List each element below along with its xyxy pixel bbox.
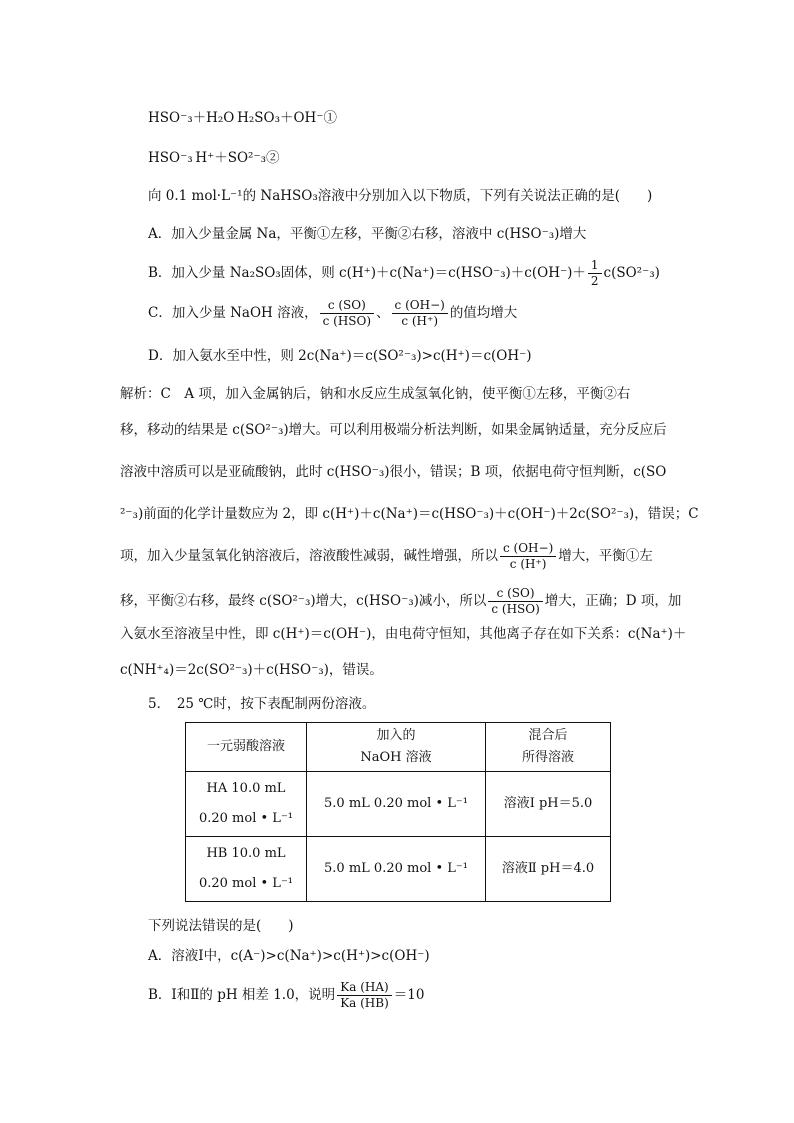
- analysis-line-5-tail: 增大，平衡①左: [558, 548, 653, 564]
- option-b-fraction: [588, 258, 602, 289]
- cell-result: 溶液Ⅱ pH＝4.0: [486, 837, 611, 902]
- fraction-numerator: 1: [588, 258, 602, 274]
- analysis-line-6-fraction: [488, 586, 542, 617]
- analysis-line-8: c(NH⁺₄)＝2c(SO²⁻₃)＋c(HSO⁻₃)，错误。: [120, 662, 383, 678]
- header-weak-acid: 一元弱酸溶液: [186, 723, 307, 772]
- fraction-denominator: c (HSO): [322, 314, 372, 328]
- option-b-tail: c(SO²⁻₃): [603, 265, 660, 281]
- option-b-text: B．加入少量 Na₂SO₃固体，则 c(H⁺)＋c(Na⁺)＝c(HSO⁻₃)＋c(OH⁻)＋: [148, 265, 586, 281]
- question-5-option-b-text: B．Ⅰ和Ⅱ的 pH 相差 1.0，说明: [148, 987, 336, 1003]
- cell-line: 0.20 mol • L⁻¹: [198, 811, 294, 826]
- option-c: [148, 298, 517, 329]
- cell-acid-ha: [186, 772, 307, 837]
- option-a: A．加入少量金属 Na，平衡①左移，平衡②右移，溶液中 c(HSO⁻₃)增大: [148, 226, 587, 242]
- header-naoh-line2: NaOH 溶液: [360, 750, 432, 765]
- header-result-line2: 所得溶液: [521, 750, 574, 765]
- fraction-numerator: c (OH−): [500, 541, 556, 557]
- table-row: [186, 772, 611, 837]
- option-c-fraction-2: [392, 298, 448, 329]
- question-5-intro: 5． 25 ℃时，按下表配制两份溶液。: [148, 696, 376, 712]
- fraction-denominator: c (H⁺): [401, 314, 439, 328]
- fraction-denominator: 2: [590, 274, 599, 288]
- question-5-stem: 下列说法错误的是( ): [148, 918, 294, 934]
- analysis-line-7: 入氨水至溶液呈中性，即 c(H⁺)＝c(OH⁻)，由电荷守恒知，其他离子存在如下关系：c(Na⁺)＋: [120, 626, 687, 642]
- analysis-line-4: ²⁻₃)前面的化学计量数应为 2，即 c(H⁺)＋c(Na⁺)＝c(HSO⁻₃)＋c(OH⁻)＋2c(SO²⁻₃)，错误；C: [120, 506, 699, 522]
- fraction-numerator: c (SO): [488, 586, 542, 602]
- option-c-fraction-1: [320, 298, 374, 329]
- option-c-tail: 的值均增大: [449, 305, 518, 321]
- cell-acid-hb: [186, 837, 307, 902]
- analysis-line-5-text: 项，加入少量氢氧化钠溶液后，溶液酸性减弱，碱性增强，所以: [120, 548, 498, 564]
- fraction-denominator: Ka (HB): [340, 996, 389, 1010]
- table-header-row: [186, 723, 611, 772]
- solution-table: [185, 722, 611, 902]
- question-5-option-b: [148, 980, 424, 1011]
- header-result-line1: 混合后: [528, 728, 568, 743]
- fraction-denominator: c (HSO): [491, 602, 540, 616]
- cell-naoh: 5.0 mL 0.20 mol • L⁻¹: [307, 772, 486, 837]
- question-5-option-b-tail: ＝10: [393, 987, 425, 1003]
- analysis-line-6: [120, 586, 681, 617]
- cell-result: 溶液Ⅰ pH＝5.0: [486, 772, 611, 837]
- fraction-numerator: c (OH−): [392, 298, 448, 314]
- header-naoh: [307, 723, 486, 772]
- equilibrium-2: HSO⁻₃ H⁺＋SO²⁻₃②: [148, 150, 280, 166]
- cell-line: 0.20 mol • L⁻¹: [198, 876, 294, 891]
- analysis-line-2: 移，移动的结果是 c(SO²⁻₃)增大。可以利用极端分析法判断，如果金属钠适量，充分反应后: [120, 422, 667, 438]
- table-row: [186, 837, 611, 902]
- option-c-separator: 、: [376, 305, 390, 321]
- cell-naoh: 5.0 mL 0.20 mol • L⁻¹: [307, 837, 486, 902]
- analysis-line-6-tail: 增大，正确；D 项，加: [544, 593, 682, 609]
- question-4-stem: 向 0.1 mol·L⁻¹的 NaHSO₃溶液中分别加入以下物质，下列有关说法正确的是( ): [148, 188, 653, 204]
- fraction-denominator: c (H⁺): [509, 557, 547, 571]
- question-5-option-b-fraction: [337, 980, 392, 1011]
- header-result: [486, 723, 611, 772]
- option-d: D．加入氨水至中性，则 2c(Na⁺)＝c(SO²⁻₃)>c(H⁺)＝c(OH⁻): [148, 348, 532, 364]
- analysis-line-6-text: 移，平衡②右移，最终 c(SO²⁻₃)增大，c(HSO⁻₃)减小，所以: [120, 593, 487, 609]
- analysis-line-3: 溶液中溶质可以是亚硫酸钠，此时 c(HSO⁻₃)很小，错误；B 项，依据电荷守恒判断，c(SO: [120, 464, 667, 480]
- cell-line: HB 10.0 mL: [206, 846, 286, 861]
- option-b: [148, 258, 660, 289]
- cell-line: HA 10.0 mL: [206, 781, 286, 796]
- analysis-line-5-fraction: [500, 541, 556, 572]
- analysis-line-1: 解析：C A 项，加入金属钠后，钠和水反应生成氢氧化钠，使平衡①左移，平衡②右: [120, 386, 631, 402]
- fraction-numerator: c (SO): [320, 298, 374, 314]
- question-5-option-a: A．溶液Ⅰ中，c(A⁻)>c(Na⁺)>c(H⁺)>c(OH⁻): [148, 948, 430, 964]
- analysis-line-5: [120, 541, 653, 572]
- fraction-numerator: Ka (HA): [337, 980, 392, 996]
- header-naoh-line1: 加入的: [376, 728, 416, 743]
- option-c-text: C．加入少量 NaOH 溶液，: [148, 305, 318, 321]
- equilibrium-1: HSO⁻₃＋H₂O H₂SO₃＋OH⁻①: [148, 110, 337, 126]
